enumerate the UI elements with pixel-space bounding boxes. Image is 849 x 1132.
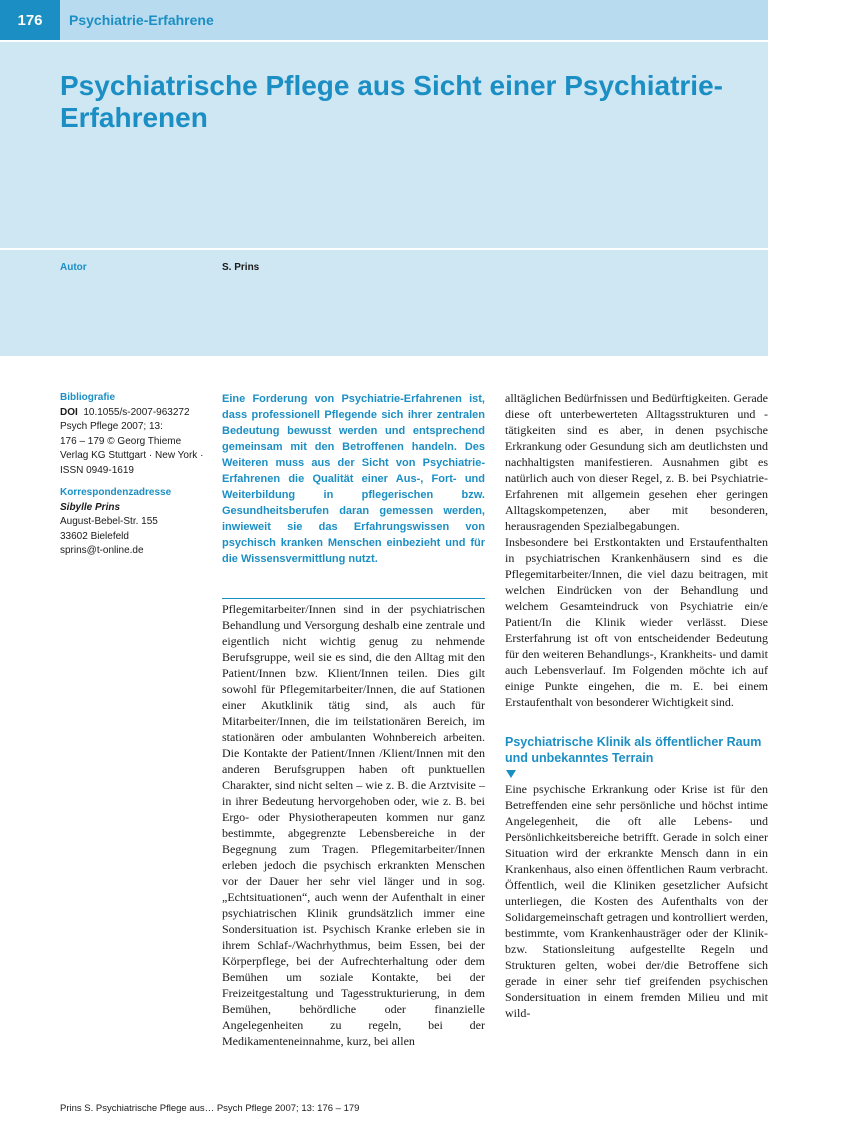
- page-footer: Prins S. Psychiatrische Pflege aus… Psych Pflege 2007; 13: 176 – 179: [60, 1103, 360, 1114]
- paragraph: Eine psychische Erkrankung oder Krise ist für den Betreffenden eine sehr persönliche und höchst intime Angelegenheit, die oft alle Lebens- und Persönlichkeitsbereiche betrifft. Gerade in solch einer Situation wird der erkrankte Mensch dann in ein Krankenhaus, also einen öffentlichen Raum verbracht. Öffentlich, weil die Kliniken gesetzlicher Aufsicht unterliegen, die Kosten des Aufenthalts von der Solidargemeinschaft getragen und kontrolliert werden, bestimmte, vom Krankenhausträger oder der Klinik- bzw. Stationsleitung aufgestellte Regeln und Strukturen gelten, wobei der/die Betroffene sich gerade in einer sehr tief greifenden psychischen Sondersituation in einem fremden Milieu und mit wild-: [505, 782, 768, 1020]
- author-name: S. Prins: [222, 262, 260, 273]
- address-street: August-Bebel-Str. 155: [60, 516, 158, 527]
- paragraph: alltäglichen Bedürfnissen und Bedürftigkeiten. Gerade diese oft unterbewerteten Alltagsstrukturen und -tätigkeiten sind es aber, in denen psychische Erkrankung oder Gesundung sich am deutlichsten und nachhaltigsten manifestieren. Ausnahmen gibt es natürlich auch von dieser Regel, z. B. bei Psychiatrie-Erfahrenen mit allgemein gesehen eher geringen Alltagskompetenzen, aber mit besonderen, herausragenden Spezialbegabungen.: [505, 391, 768, 533]
- abstract: Eine Forderung von Psychiatrie-Erfahrenen ist, dass professionell Pflegende sich ihrer zentralen Bedeutung bewusst werden und entsprechend gemeinsam mit den Betroffenen handeln. Des Weiteren muss aus der Sicht von Psychiatrie-Erfahrenen die Qualität einer Aus-, Fort- und Weiterbildung in pflegerischen bzw. Gesundheitsberufen daran gemessen werden, inwieweit sie das Erfahrungswissen von psychisch kranken Menschen einbezieht und für die Wissensvermittlung nutzt.: [222, 393, 485, 565]
- body-column-right: [505, 390, 768, 1021]
- paragraph: Insbesondere bei Erstkontakten und Erstaufenthalten in psychiatrischen Krankenhäusern sind es die Pflegemitarbeiter/Innen, die viel dazu beitragen, mit welchen Eindrücken von der Behandlung und welchem Gesamteindruck von Psychiatrie ein/e Patient/In die Klinik wieder verlässt. Diese Ersterfahrung ist oft von entscheidender Bedeutung für den weiteren Behandlungs-, Krankheits- und damit auch Lebensverlauf. Im Folgenden möchte ich auf einige Punkte eingehen, die m. E. bei einem Erstaufenthalt von besonderer Wichtigkeit sind.: [505, 535, 768, 709]
- email-link[interactable]: sprins@t-online.de: [60, 545, 144, 556]
- issn-line: ISSN 0949-1619: [60, 464, 134, 476]
- header-divider: [0, 40, 768, 42]
- triangle-down-icon: [506, 770, 516, 778]
- citation-line: 176 – 179 © Georg Thieme: [60, 435, 182, 447]
- doi-value[interactable]: 10.1055/s-2007-963272: [83, 406, 190, 418]
- abstract-divider: [222, 598, 485, 599]
- author-label: Autor: [60, 262, 87, 273]
- doi-label: DOI: [60, 406, 78, 418]
- citation-line: Verlag KG Stuttgart · New York ·: [60, 450, 204, 461]
- correspondence-heading: Korrespondenzadresse: [60, 487, 172, 498]
- bibliography-heading: Bibliografie: [60, 392, 116, 403]
- doi-line: [60, 406, 210, 421]
- address-city: 33602 Bielefeld: [60, 530, 129, 542]
- correspondence-name: Sibylle Prins: [60, 501, 121, 513]
- body-column-middle: Pflegemitarbeiter/Innen sind in der psychiatrischen Behandlung und Versorgung deshalb eine zentrale und eigentlich nicht wichtig genug zu nehmende Berufsgruppe, weil sie es sind, die den Alltag mit den Patient/Innen bzw. Klient/Innen teilen. Dies gilt sowohl für Pflegemitarbeiter/Innen, die auf Stationen einer Akutklinik tätig sind, als auch für Mitarbeiter/Innen, die im teilstationären Bereich, im stationären oder ambulanten Wohnbereich arbeiten. Die Kontakte der Patient/Innen /Klient/Innen mit den anderen Berufsgruppen haben oft punktuellen Charakter, sind nicht selten – wie z. B. die Arztvisite – in ihrer Bedeutung hervorgehoben oder, wie z. B. bei Ergo- oder Physiotherapeuten kommen nur ganz bestimmte, abgegrenzte Lebensbereiche in der Begegnung zum Tragen. Pflegemitarbeiter/Innen erleben jedoch die psychisch erkrankten Menschen vor der Dauer her sehr viel länger und in sog. „Echtsituationen“, auch wenn der Aufenthalt in einer psychiatrischen Klinik grundsätzlich immer eine Sondersituation ist. Psychisch Kranke erleben sie in ihrem Schlaf-/Wachrhythmus, beim Essen, bei der Körperpflege, bei der Aufrechterhaltung oder dem Bemühen um soziale Kontakte, bei der Freizeitgestaltung und Tagesstrukturierung, in dem Bemühen, behördliche oder finanzielle Angelegenheiten zu regeln, bei der Medikamenteneinnahme, kurz, bei allen: [222, 602, 485, 1048]
- author-divider: [0, 248, 768, 250]
- title-band: [0, 0, 768, 356]
- citation-line: Psych Pflege 2007; 13:: [60, 421, 163, 432]
- article-title: Psychiatrische Pflege aus Sicht einer Psychiatrie-Erfahrenen: [60, 70, 723, 133]
- article-info-sidebar: [60, 391, 210, 559]
- running-head: Psychiatrie-Erfahrene: [69, 12, 214, 28]
- page-number: 176: [0, 0, 60, 40]
- section-heading: Psychiatrische Klinik als öffentlicher Raum und unbekanntes Terrain: [505, 735, 762, 765]
